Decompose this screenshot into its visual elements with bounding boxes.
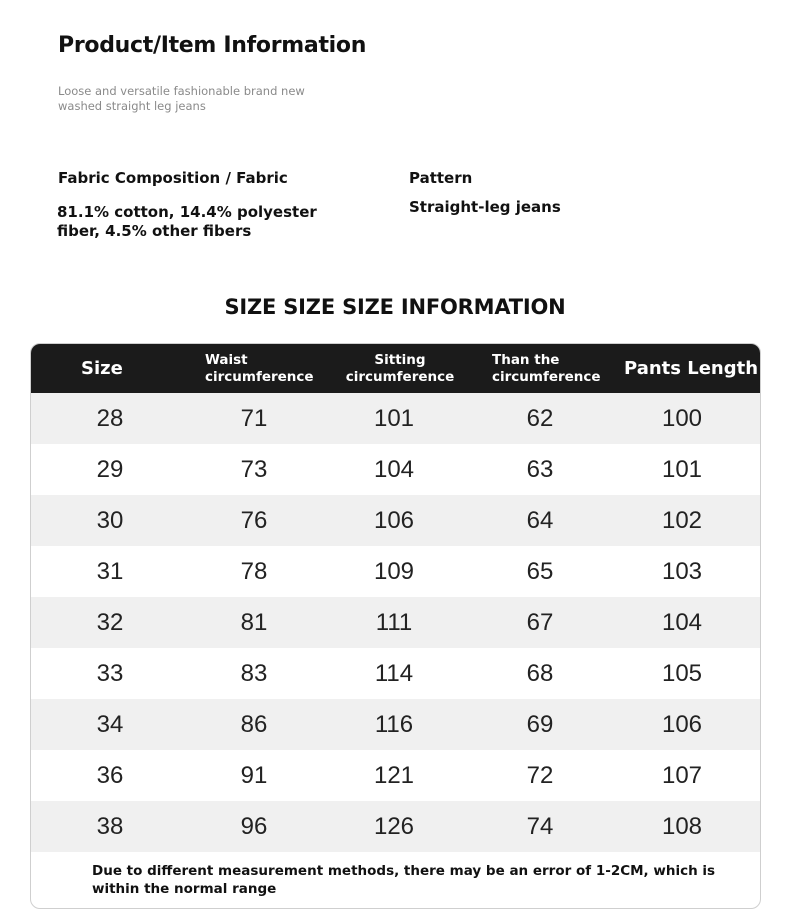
table-cell: 105: [661, 660, 703, 687]
table-cell: 106: [661, 711, 703, 738]
table-row: [31, 648, 760, 699]
pattern-label: Pattern: [409, 169, 473, 187]
table-row: [31, 393, 760, 444]
table-cell: 102: [661, 507, 703, 534]
table-cell: 81: [240, 609, 268, 636]
table-cell: 116: [374, 711, 414, 738]
table-row: [31, 495, 760, 546]
table-cell: 100: [661, 405, 703, 432]
table-cell: 71: [240, 405, 268, 432]
table-row: [31, 750, 760, 801]
table-cell: 114: [374, 660, 414, 687]
table-cell: 62: [526, 405, 554, 432]
pattern-value: Straight-leg jeans: [409, 198, 561, 216]
column-header-pants-length: Pants Length: [624, 358, 759, 379]
table-cell: 78: [240, 558, 268, 585]
table-cell: 111: [375, 609, 413, 636]
table-row: [31, 444, 760, 495]
table-cell: 76: [240, 507, 268, 534]
table-cell: 101: [661, 456, 703, 483]
measurement-note: Due to different measurement methods, there may be an error of 1-2CM, which is within the normal range: [92, 863, 716, 897]
table-cell: 91: [240, 762, 268, 789]
table-cell: 106: [373, 507, 415, 534]
table-cell: 68: [526, 660, 554, 687]
table-cell: 104: [661, 609, 703, 636]
table-cell: 103: [661, 558, 703, 585]
table-cell: 107: [661, 762, 703, 789]
table-cell: 33: [96, 660, 124, 687]
table-cell: 109: [373, 558, 415, 585]
table-cell: 74: [526, 813, 554, 840]
size-table: [30, 343, 761, 909]
table-cell: 65: [526, 558, 554, 585]
table-cell: 32: [96, 609, 124, 636]
fabric-label: Fabric Composition / Fabric: [58, 169, 288, 187]
size-table-header: [31, 344, 760, 393]
table-row: [31, 699, 760, 750]
table-cell: 30: [96, 507, 124, 534]
table-row: [31, 546, 760, 597]
table-cell: 83: [240, 660, 268, 687]
table-cell: 126: [373, 813, 415, 840]
table-cell: 121: [373, 762, 415, 789]
table-cell: 101: [373, 405, 415, 432]
table-cell: 67: [526, 609, 554, 636]
column-header-sitting: Sitting circumference: [345, 351, 455, 385]
table-cell: 108: [661, 813, 703, 840]
table-cell: 64: [526, 507, 554, 534]
product-subtitle: Loose and versatile fashionable brand new washed straight leg jeans: [58, 84, 305, 113]
table-cell: 63: [526, 456, 554, 483]
table-cell: 72: [526, 762, 554, 789]
table-cell: 69: [526, 711, 554, 738]
table-row: [31, 597, 760, 648]
table-cell: 29: [96, 456, 124, 483]
table-cell: 36: [96, 762, 124, 789]
column-header-waist: Waist circumference: [205, 351, 314, 385]
table-cell: 31: [96, 558, 124, 585]
table-row: [31, 801, 760, 852]
table-cell: 73: [240, 456, 268, 483]
table-cell: 96: [240, 813, 268, 840]
table-cell: 28: [96, 405, 124, 432]
page-title: Product/Item Information: [58, 33, 367, 58]
table-cell: 104: [373, 456, 415, 483]
column-header-than: Than the circumference: [492, 351, 601, 385]
table-cell: 38: [96, 813, 124, 840]
column-header-size: Size: [81, 358, 123, 379]
table-cell: 34: [96, 711, 124, 738]
size-section-title: SIZE SIZE SIZE INFORMATION: [224, 295, 566, 319]
fabric-value: 81.1% cotton, 14.4% polyester fiber, 4.5% other fibers: [57, 203, 317, 240]
table-cell: 86: [240, 711, 268, 738]
